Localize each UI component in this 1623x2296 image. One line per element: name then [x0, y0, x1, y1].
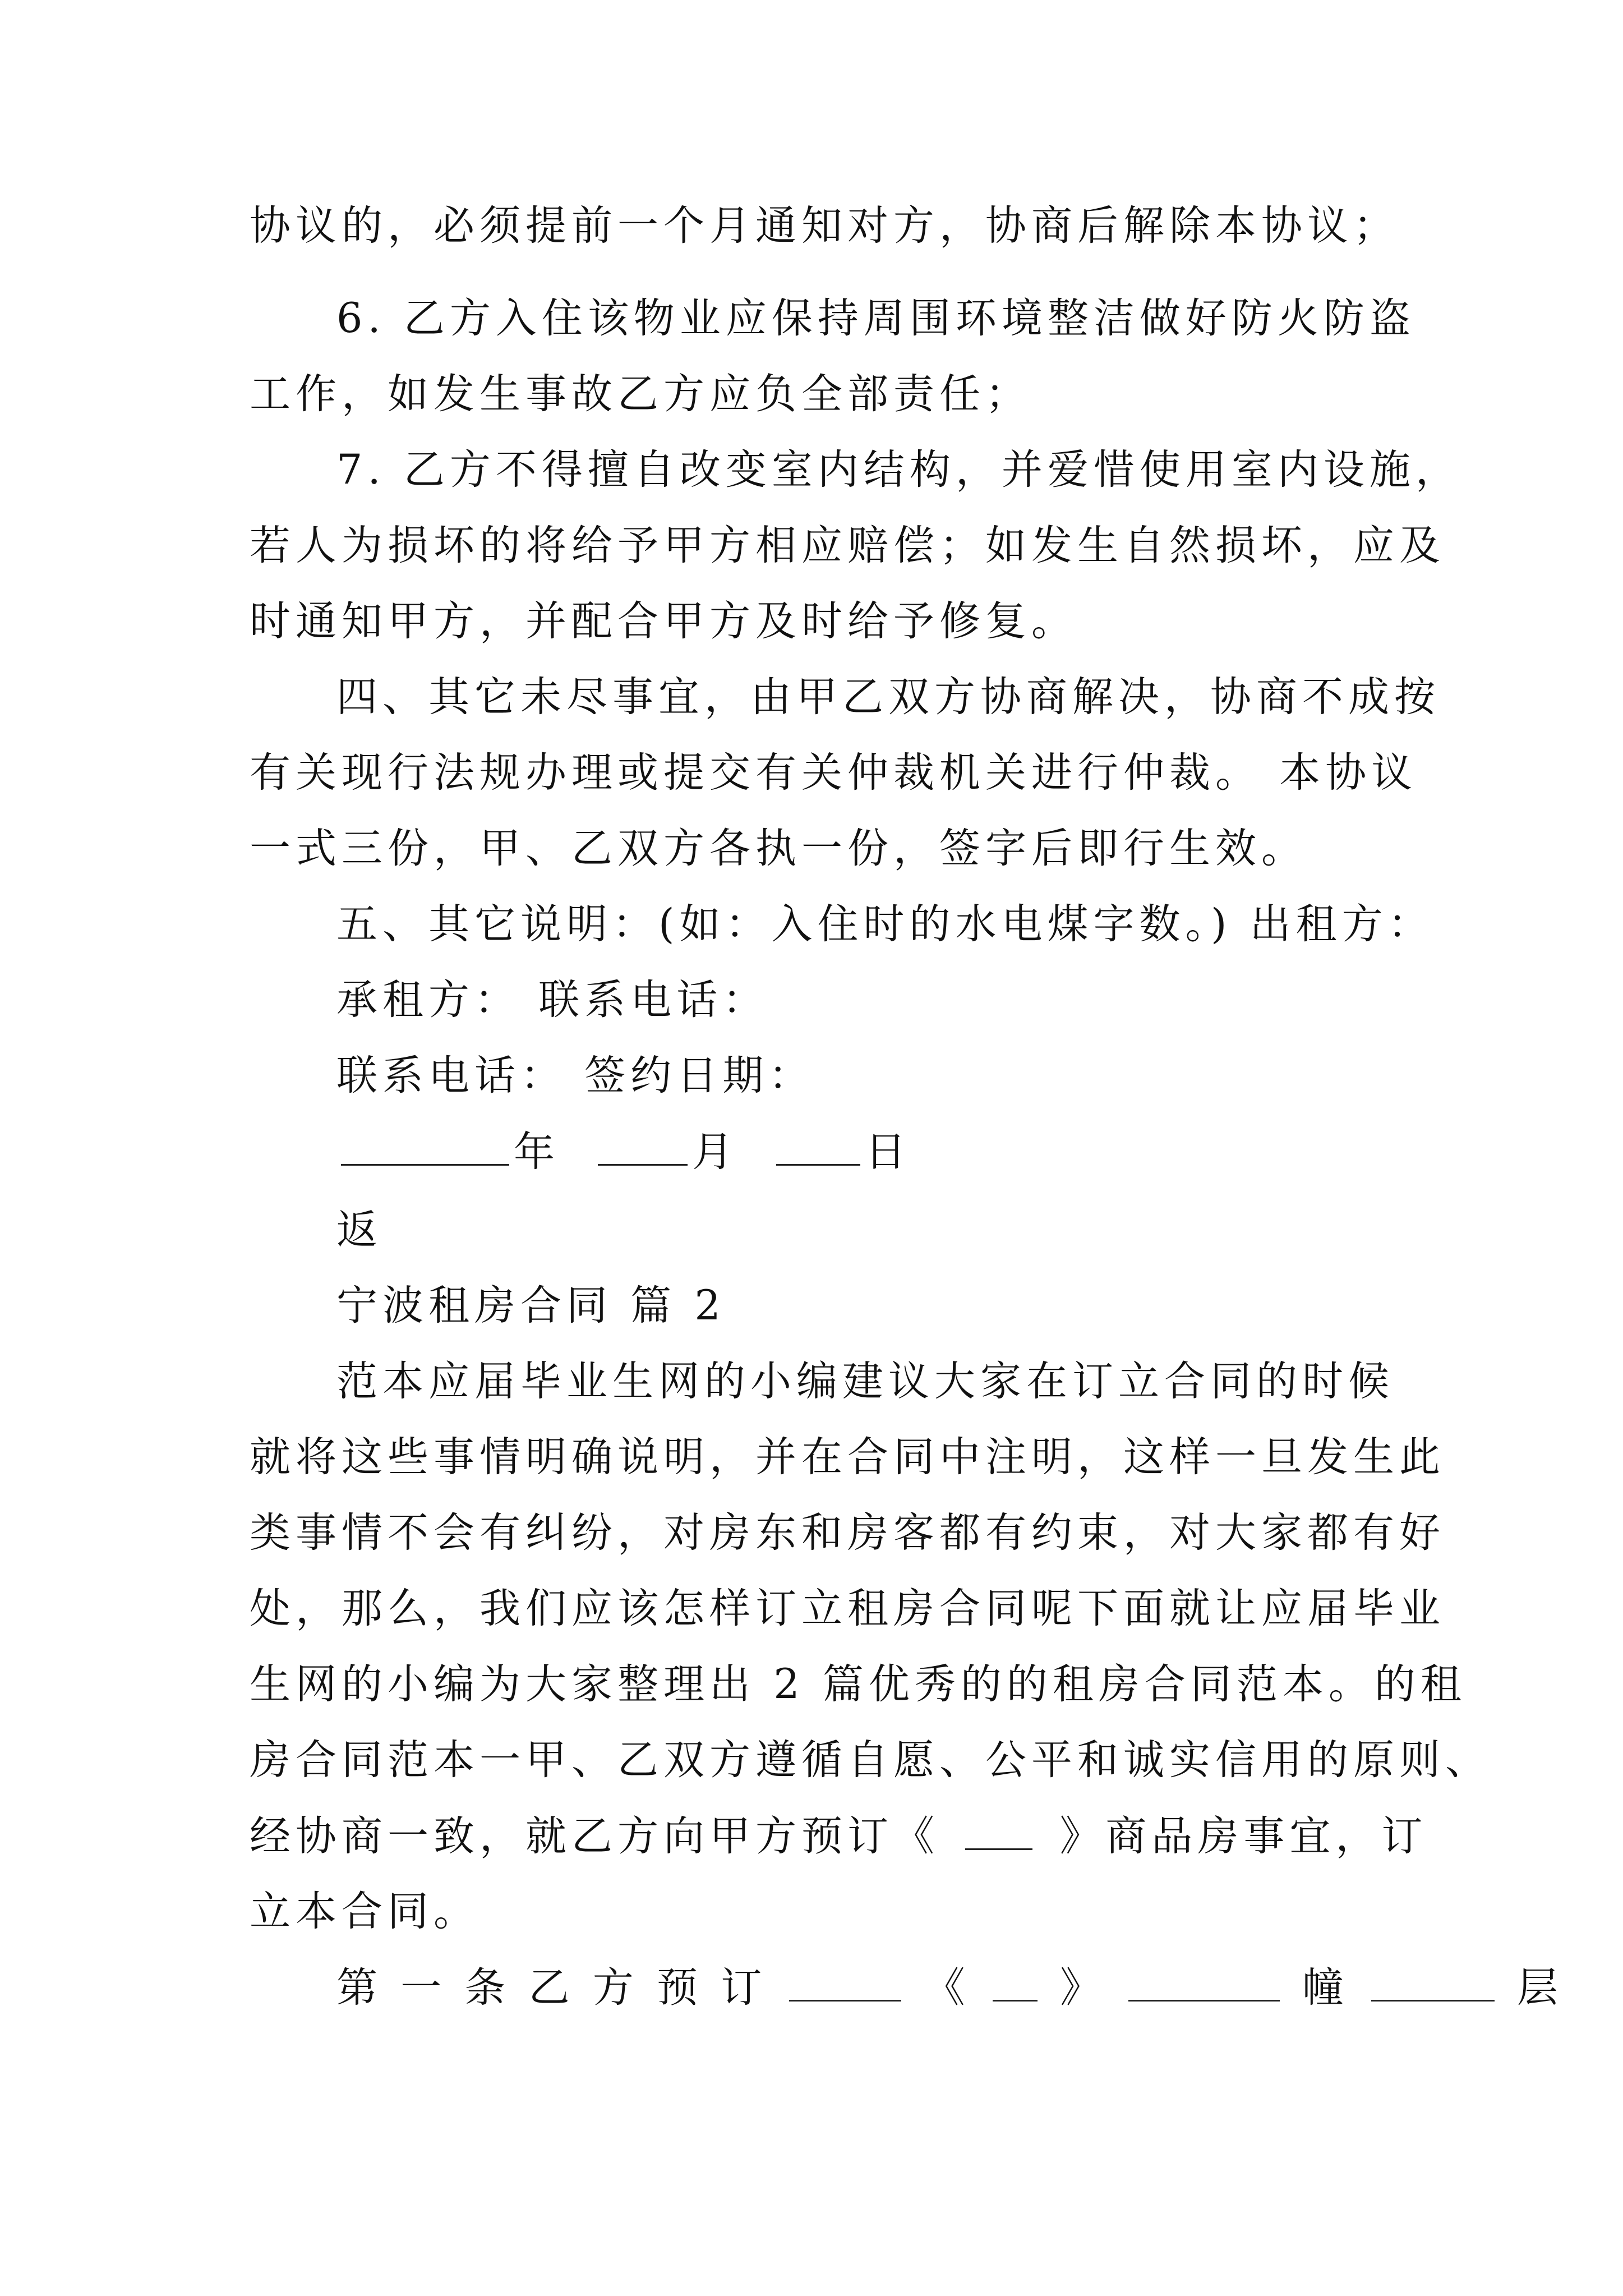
- paragraph-line-15: 范本应届毕业生网的小编建议大家在订立合同的时候: [336, 1358, 1394, 1405]
- paragraph-line-1: 协议的，必须提前一个月通知对方，协商后解除本协议；: [250, 202, 1399, 250]
- year-blank: [341, 1125, 509, 1166]
- paragraph-line-2: 6. 乙方入住该物业应保持周围环境整洁做好防火防盗: [336, 295, 1415, 342]
- article-1-blank-2: [993, 1961, 1038, 2001]
- month-label: 月: [692, 1128, 739, 1176]
- paragraph-line-5: 若人为损坏的将给予甲方相应赔偿；如发生自然损坏，应及: [250, 522, 1445, 569]
- paragraph-line-11: 承租方： 联系电话：: [336, 976, 769, 1024]
- line-21-before: 经协商一致，就乙方向甲方预订《: [250, 1812, 939, 1860]
- paragraph-line-17: 类事情不会有纠纷，对房东和房客都有约束，对大家都有好: [250, 1509, 1445, 1557]
- section-heading: 宁波租房合同 篇 2: [336, 1282, 726, 1329]
- article-1-blank-1: [789, 1961, 901, 2001]
- paragraph-line-18: 处，那么，我们应该怎样订立租房合同呢下面就让应届毕业: [250, 1585, 1445, 1632]
- article-1-floor: 层: [1516, 1964, 1563, 2012]
- paragraph-line-22: 立本合同。: [250, 1888, 479, 1935]
- article-1-bracket-open: 《: [924, 1964, 970, 2012]
- paragraph-line-4: 7. 乙方不得擅自改变室内结构，并爱惜使用室内设施，: [336, 446, 1461, 494]
- article-1-blank-3: [1128, 1961, 1280, 2001]
- article-1-blank-4: [1371, 1961, 1495, 2001]
- line-21-after: 》商品房事宜，订: [1059, 1812, 1428, 1860]
- paragraph-line-10: 五、其它说明：(如：入住时的水电煤字数。) 出租方：: [336, 900, 1434, 948]
- paragraph-line-6: 时通知甲方，并配合甲方及时给予修复。: [250, 597, 1077, 645]
- paragraph-line-9: 一式三份，甲、乙双方各执一份，签字后即行生效。: [250, 825, 1307, 872]
- paragraph-line-19: 生网的小编为大家整理出 2 篇优秀的的租房合同范本。的租: [250, 1660, 1467, 1708]
- year-label: 年: [514, 1128, 560, 1176]
- article-1-line: [336, 1961, 1563, 2014]
- paragraph-line-7: 四、其它未尽事宜，由甲乙双方协商解决，协商不成按: [336, 673, 1440, 721]
- day-blank: [776, 1125, 860, 1166]
- article-1-bracket-close: 》: [1060, 1964, 1106, 2012]
- day-label: 日: [865, 1128, 911, 1176]
- paragraph-line-3: 工作，如发生事故乙方应负全部责任；: [250, 370, 1031, 418]
- month-blank: [598, 1125, 688, 1166]
- article-1-text: 第 一 条 乙 方 预 订: [336, 1964, 767, 2012]
- paragraph-line-12: 联系电话： 签约日期：: [336, 1052, 815, 1099]
- paragraph-line-21: [250, 1809, 1428, 1863]
- return-text: 返: [336, 1206, 382, 1254]
- date-line: [336, 1125, 1481, 1179]
- paragraph-line-16: 就将这些事情明确说明，并在合同中注明，这样一旦发生此: [250, 1433, 1445, 1481]
- article-1-building: 幢: [1302, 1964, 1349, 2012]
- paragraph-line-20: 房合同范本一甲、乙双方遵循自愿、公平和诚实信用的原则、: [250, 1736, 1491, 1784]
- paragraph-line-8: 有关现行法规办理或提交有关仲裁机关进行仲裁。 本协议: [250, 749, 1418, 797]
- book-title-blank: [965, 1809, 1032, 1850]
